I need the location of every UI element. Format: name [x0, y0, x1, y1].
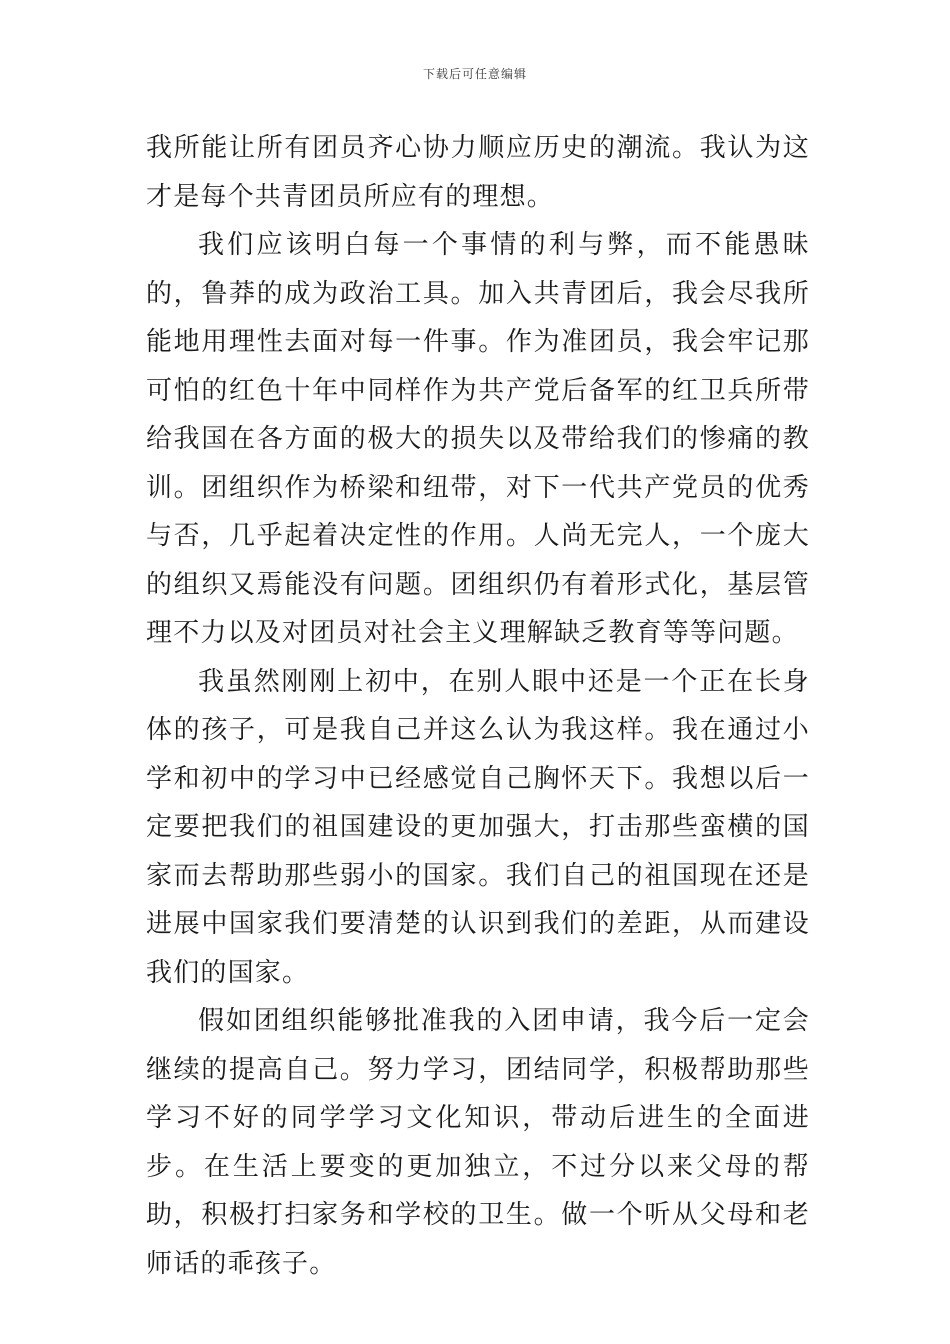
paragraph-1: 我所能让所有团员齐心协力顺应历史的潮流。我认为这才是每个共青团员所应有的理想。	[146, 133, 810, 212]
paragraph-2: 我们应该明白每一个事情的利与弊，而不能愚昧的，鲁莽的成为政治工具。加入共青团后，我会尽我所能地用理性去面对每一件事。作为准团员，我会牢记那可怕的红色十年中同样作为共产党后备军的红卫兵所带给我国在各方面的极大的损失以及带给我们的惨痛的教训。团组织作为桥梁和纽带，对下一代共产党员的优秀与否，几乎起着决定性的作用。人尚无完人，一个庞大的组织又焉能没有问题。团组织仍有着形式化，基层管理不力以及对团员对社会主义理解缺乏教育等等问题。	[146, 230, 810, 648]
document-body	[146, 124, 810, 1288]
paragraph-4: 假如团组织能够批准我的入团申请，我今后一定会继续的提高自己。努力学习，团结同学，积极帮助那些学习不好的同学学习文化知识，带动后进生的全面进步。在生活上要变的更加独立，不过分以来父母的帮助，积极打扫家务和学校的卫生。做一个听从父母和老师话的乖孩子。	[146, 1006, 810, 1279]
page-header: 下载后可任意编辑	[422, 67, 527, 81]
paragraph-3: 我虽然刚刚上初中，在别人眼中还是一个正在长身体的孩子，可是我自己并这么认为我这样。我在通过小学和初中的学习中已经感觉自己胸怀天下。我想以后一定要把我们的祖国建设的更加强大，打击那些蛮横的国家而去帮助那些弱小的国家。我们自己的祖国现在还是进展中国家我们要清楚的认识到我们的差距，从而建设我们的国家。	[146, 666, 810, 988]
